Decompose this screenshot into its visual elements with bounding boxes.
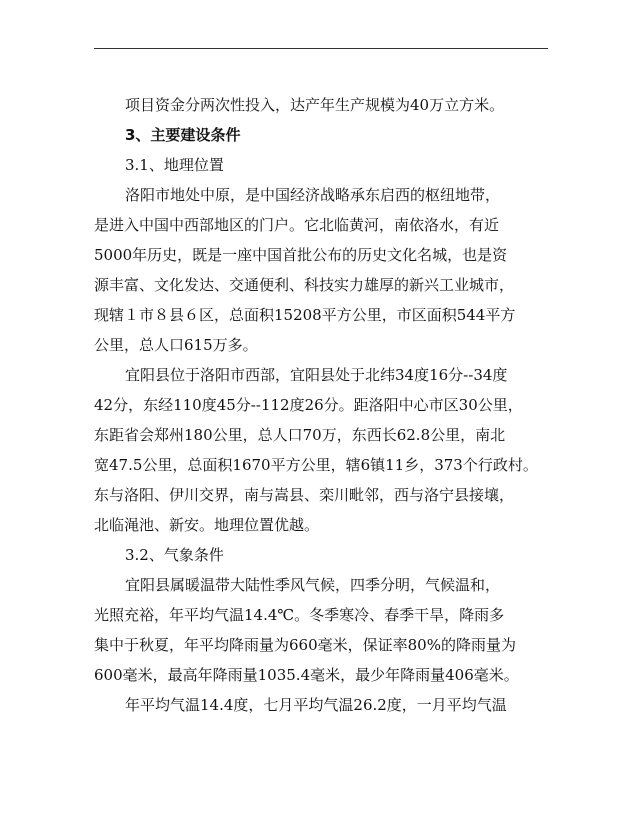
text-line: 源丰富、文化发达、交通便利、科技实力雄厚的新兴工业城市，: [94, 276, 515, 294]
section-title: 3、主要建设条件: [125, 126, 241, 144]
intro-paragraph: [94, 90, 554, 120]
text-line: 年平均气温14.4度，七月平均气温26.2度，一月平均气温: [125, 696, 507, 714]
text-line: 北临渑池、新安。地理位置优越。: [94, 516, 320, 534]
text-line: 600毫米，最高年降雨量1035.4毫米，最少年降雨量406毫米。: [94, 666, 519, 684]
text-line: 东与洛阳、伊川交界，南与嵩县、栾川毗邻，西与洛宁县接壤，: [94, 486, 515, 504]
text-line: 东距省会郑州180公里，总人口70万，东西长62.8公里，南北: [94, 426, 506, 444]
text-line: 项目资金分两次性投入，达产年生产规模为40万立方米。: [125, 96, 505, 114]
paragraph-luoyang: [94, 180, 554, 360]
subsection-heading-geography: [94, 150, 554, 180]
text-line: 5000年历史，既是一座中国首批公布的历史文化名城，也是资: [94, 246, 508, 264]
header-rule: [94, 48, 548, 49]
text-line: 光照充裕，年平均气温14.4℃。冬季寒冷、春季干旱，降雨多: [94, 606, 505, 624]
text-line: 洛阳市地处中原，是中国经济战略承东启西的枢纽地带，: [125, 186, 501, 204]
text-line: 是进入中国中西部地区的门户。它北临黄河，南依洛水，有近: [94, 216, 500, 234]
text-line: 宜阳县属暖温带大陆性季风气候，四季分明，气候温和，: [125, 576, 501, 594]
text-line: 公里，总人口615万多。: [94, 336, 258, 354]
subsection-title: 3.1、地理位置: [125, 156, 224, 174]
subsection-title: 3.2、气象条件: [125, 546, 224, 564]
text-line: 42分，东经110度45分--112度26分。距洛阳中心市区30公里，: [94, 396, 523, 414]
section-heading: [94, 120, 554, 150]
text-line: 集中于秋夏，年平均降雨量为660毫米，保证率80%的降雨量为: [94, 636, 516, 654]
text-line: 现辖１市８县６区，总面积15208平方公里，市区面积544平方: [94, 306, 516, 324]
subsection-heading-climate: [94, 540, 554, 570]
text-line: 宽47.5公里，总面积1670平方公里，辖6镇11乡，373个行政村。: [94, 456, 538, 474]
document-body: [94, 90, 554, 720]
paragraph-yiyang: [94, 360, 554, 540]
text-line: 宜阳县位于洛阳市西部，宜阳县处于北纬34度16分--34度: [125, 366, 508, 384]
paragraph-temperature: [94, 690, 554, 720]
paragraph-climate: [94, 570, 554, 690]
